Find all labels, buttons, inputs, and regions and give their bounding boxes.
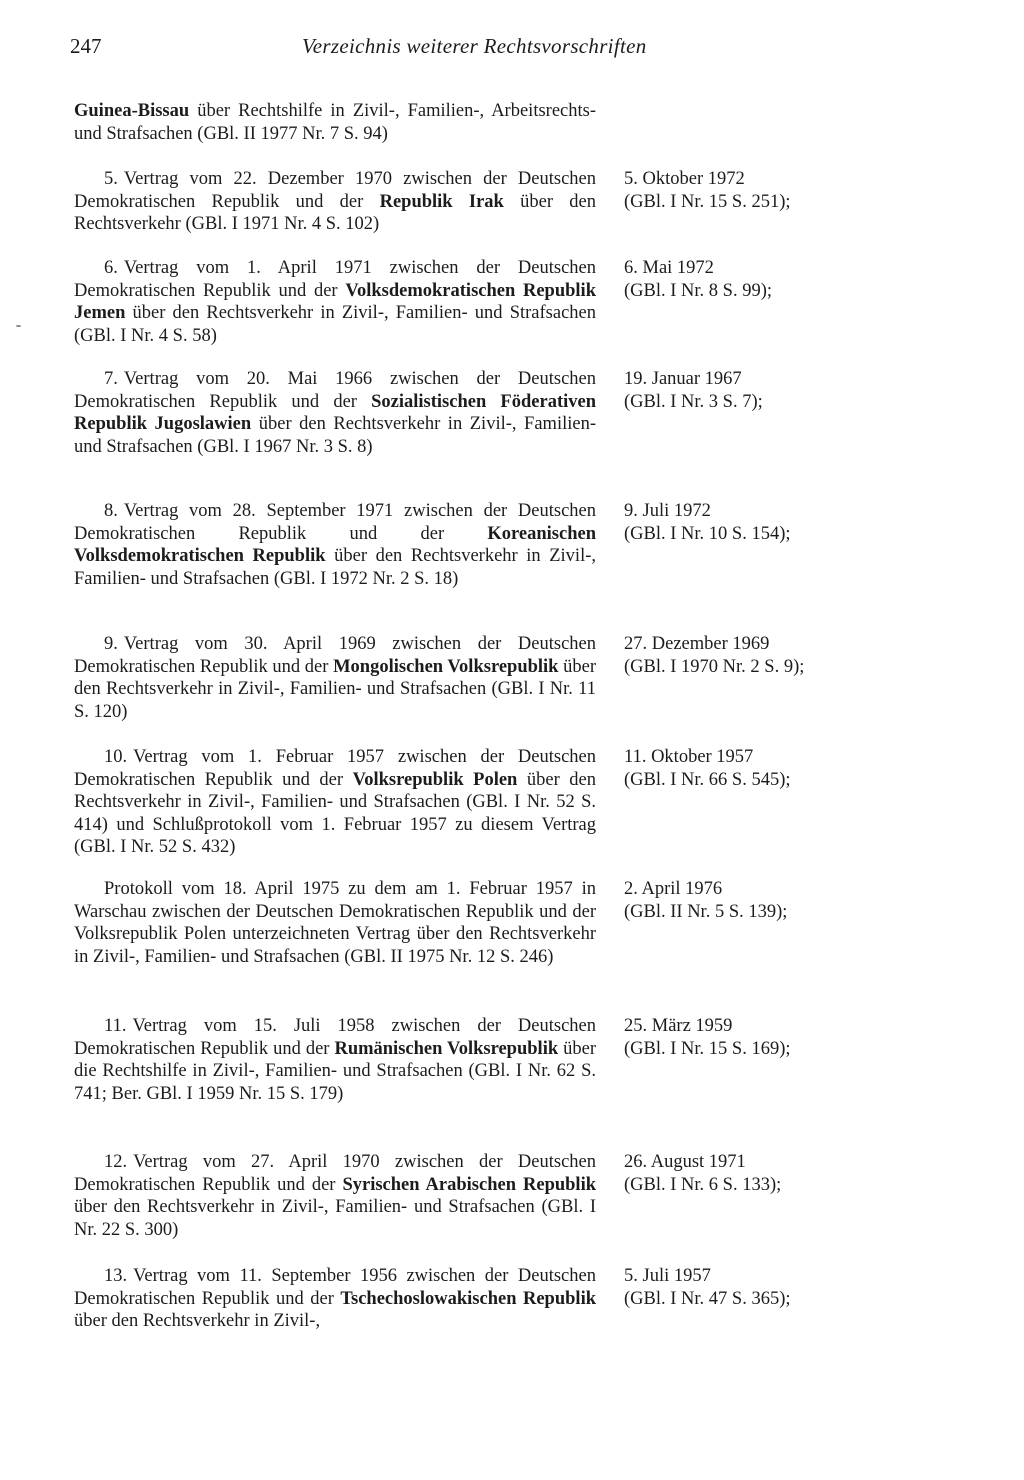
entry-effective-date: 26. August 1971 (GBl. I Nr. 6 S. 133);: [624, 1152, 782, 1195]
entry-text: [74, 1015, 596, 1105]
entry-country: Tschechoslowakischen Republik: [340, 1288, 596, 1309]
entry-country: Mongolischen Volksrepublik: [333, 656, 559, 677]
entry-text: [74, 257, 596, 347]
print-speck: [16, 325, 21, 327]
entry-country: Republik Irak: [379, 191, 504, 212]
running-title: Verzeichnis weiterer Rechtsvorschriften: [302, 34, 647, 58]
entry-effective-date: 11. Oktober 1957 (GBl. I Nr. 66 S. 545);: [624, 747, 791, 790]
entry-number: 10.: [104, 747, 128, 767]
entry-effective-date: 5. Juli 1957 (GBl. I Nr. 47 S. 365);: [624, 1266, 791, 1309]
entry-text: [74, 168, 596, 236]
entry-body: über den Rechtsverkehr in Zivil-, Familien- und Strafsachen (GBl. I Nr. 52 S. 414) und Schlußprotokoll vom 1. Februar 1957 zu diesem Vertrag (GBl. I Nr. 52 S. 432): [74, 769, 597, 858]
entry-body: Vertrag vom 11. September 1956 zwischen der Deutschen Demokratischen Republik und der: [74, 1266, 596, 1309]
entry-body: Vertrag vom 27. April 1970 zwischen der Deutschen Demokratischen Republik und der: [74, 1152, 596, 1195]
entry-text: [74, 633, 596, 723]
entry-body: Vertrag vom 30. April 1969 zwischen der Deutschen Demokratischen Republik und der: [74, 634, 596, 677]
entry-text: [74, 878, 596, 968]
entry-country: Rumänischen Volksrepublik: [334, 1038, 559, 1059]
entry-body: über den Rechtsverkehr in Zivil-,: [74, 1311, 321, 1332]
entry-body: über den Rechtsverkehr in Zivil-, Familien- und Strafsachen (GBl. I 1972 Nr. 2 S. 18): [74, 546, 596, 589]
entry-body: über den Rechtsverkehr in Zivil-, Familien- und Strafsachen (GBl. I Nr. 11 S. 120): [74, 656, 597, 722]
entry-body: über den Rechtsverkehr in Zivil-, Familien- und Strafsachen (GBl. I Nr. 4 S. 58): [74, 303, 596, 346]
entry-body: über den Rechtsverkehr in Zivil-, Familien- und Strafsachen (GBl. I 1967 Nr. 3 S. 8): [74, 414, 596, 457]
entry-effective-date: 27. Dezember 1969 (GBl. I 1970 Nr. 2 S. 9);: [624, 634, 805, 677]
entry-body: Vertrag vom 15. Juli 1958 zwischen der Deutschen Demokratischen Republik und der: [74, 1016, 596, 1059]
entry-country: Sozialistischen Föderativen Republik Jugoslawien: [74, 391, 596, 435]
entry-body: Vertrag vom 1. April 1971 zwischen der Deutschen Demokratischen Republik und der: [74, 258, 596, 301]
entry-number: 7.: [104, 369, 118, 389]
entry-country: Koreanischen Volksdemokratischen Republik: [74, 523, 596, 567]
entry-effective-date: 19. Januar 1967 (GBl. I Nr. 3 S. 7);: [624, 369, 763, 412]
entry-number: 8.: [104, 501, 118, 521]
entry-effective-date: 2. April 1976 (GBl. II Nr. 5 S. 139);: [624, 879, 788, 922]
entry-body: Protokoll vom 18. April 1975 zu dem am 1. Februar 1957 in Warschau zwischen der Deutschen Demokratischen Republik und der Volksrepublik Polen unterzeichneten Vertrag über den Rechtsverkehr in Zivil-, Familien- und Strafsachen (GBl. II 1975 Nr. 12 S. 246): [74, 879, 596, 967]
entry-body: Vertrag vom 20. Mai 1966 zwischen der Deutschen Demokratischen Republik und der: [74, 369, 596, 412]
entry-number: 9.: [104, 634, 118, 654]
entry-text: [74, 500, 596, 590]
entry-body: über den Rechtsverkehr (GBl. I 1971 Nr. 4 S. 102): [74, 191, 596, 235]
entry-effective-date: 5. Oktober 1972 (GBl. I Nr. 15 S. 251);: [624, 169, 791, 212]
entry-body: über Rechtshilfe in Zivil-, Familien-, Arbeitsrechts- und Strafsachen (GBl. II 1977 Nr. 7 S. 94): [74, 101, 596, 144]
entry-text: [74, 1151, 596, 1241]
entry-number: 11.: [104, 1016, 127, 1036]
entry-effective-date: 6. Mai 1972 (GBl. I Nr. 8 S. 99);: [624, 258, 772, 301]
entry-effective-date: 9. Juli 1972 (GBl. I Nr. 10 S. 154);: [624, 501, 791, 544]
entry-body: über den Rechtsverkehr in Zivil-, Familien- und Strafsachen (GBl. I Nr. 22 S. 300): [74, 1197, 596, 1240]
entry-body: Vertrag vom 1. Februar 1957 zwischen der Deutschen Demokratischen Republik und der: [74, 747, 596, 790]
entry-text: [74, 1265, 596, 1333]
entry-text: [74, 746, 596, 859]
entry-country: Syrischen Arabischen Republik: [342, 1174, 597, 1195]
entry-body: über die Rechtshilfe in Zivil-, Familien- und Strafsachen (GBl. I Nr. 62 S. 741; Ber. GBl. I 1959 Nr. 15 S. 179): [74, 1038, 596, 1104]
entry-country: Volksrepublik Polen: [352, 769, 518, 790]
entry-number: 6.: [104, 258, 118, 278]
entry-country: Volksdemokratischen Republik Jemen: [74, 280, 596, 324]
page-number: 247: [70, 34, 102, 58]
entry-number: 13.: [104, 1266, 128, 1286]
entry-body: Vertrag vom 22. Dezember 1970 zwischen der Deutschen Demokratischen Republik und der: [74, 169, 596, 212]
entry-number: 5.: [104, 169, 118, 189]
entry-body: Vertrag vom 28. September 1971 zwischen der Deutschen Demokratischen Republik und der: [74, 501, 596, 544]
entry-number: 12.: [104, 1152, 128, 1172]
entry-country: Guinea-Bissau: [74, 101, 190, 121]
entry-effective-date: 25. März 1959 (GBl. I Nr. 15 S. 169);: [624, 1016, 791, 1059]
entry-text: [74, 100, 596, 145]
entry-text: [74, 368, 596, 458]
page-header: [70, 34, 690, 64]
